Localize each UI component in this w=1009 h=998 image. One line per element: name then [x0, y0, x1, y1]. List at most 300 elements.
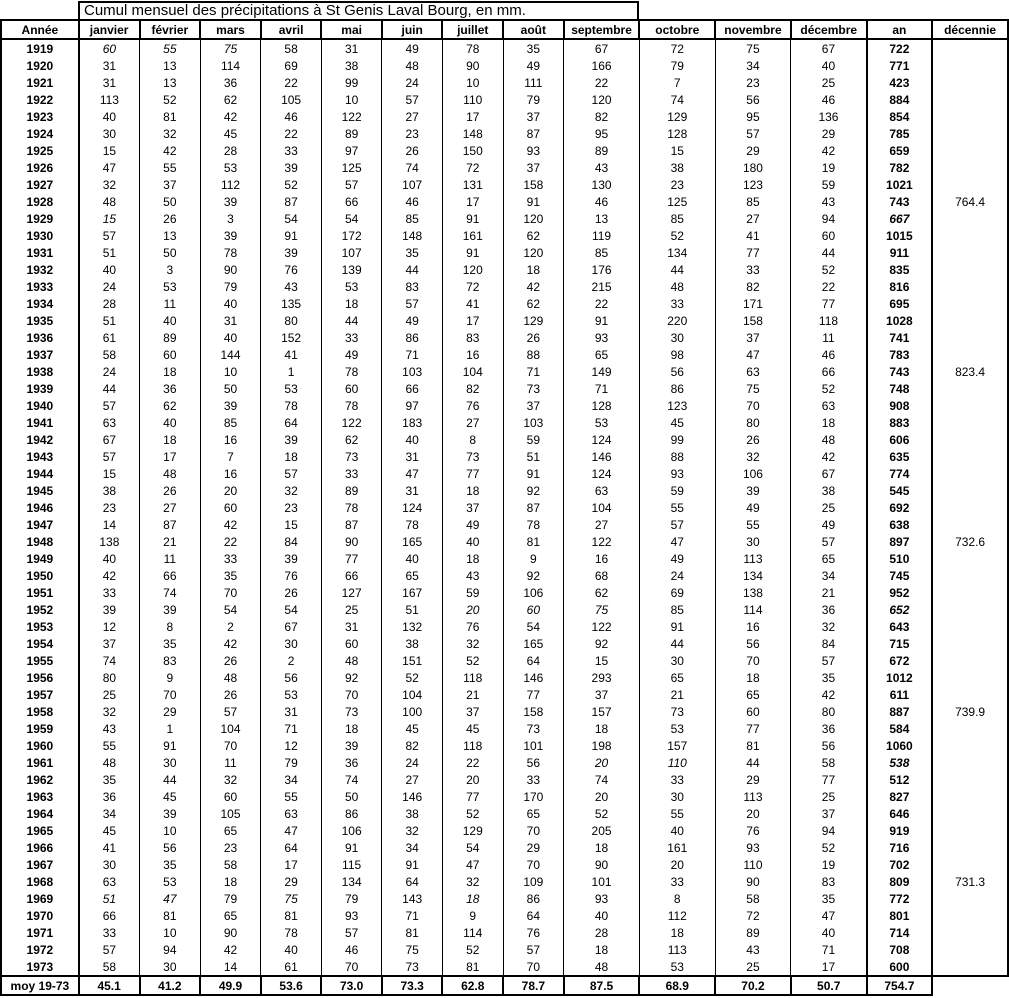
value-cell: 37	[503, 159, 564, 176]
value-cell: 52	[140, 91, 201, 108]
value-cell: 118	[791, 312, 867, 329]
annual-total-cell: 646	[867, 805, 933, 822]
value-cell: 17	[140, 448, 201, 465]
value-cell: 91	[503, 465, 564, 482]
table-row	[1, 907, 1008, 924]
value-cell: 30	[639, 652, 715, 669]
value-cell: 51	[79, 890, 140, 907]
value-cell: 91	[140, 737, 201, 754]
value-cell: 58	[261, 39, 322, 57]
value-cell: 65	[564, 346, 640, 363]
year-cell: 1955	[1, 652, 79, 669]
year-cell: 1937	[1, 346, 79, 363]
annual-total-cell: 584	[867, 720, 933, 737]
value-cell: 78	[442, 39, 503, 57]
value-cell: 52	[442, 805, 503, 822]
value-cell: 120	[503, 210, 564, 227]
value-cell: 74	[79, 652, 140, 669]
value-cell: 74	[140, 584, 201, 601]
decade-average-cell	[932, 312, 1008, 329]
value-cell: 76	[261, 567, 322, 584]
year-cell: 1936	[1, 329, 79, 346]
value-cell: 40	[140, 312, 201, 329]
table-row	[1, 397, 1008, 414]
value-cell: 183	[382, 414, 443, 431]
value-cell: 17	[442, 108, 503, 125]
value-cell: 42	[200, 635, 261, 652]
annual-total-cell: 741	[867, 329, 933, 346]
value-cell: 13	[140, 57, 201, 74]
value-cell: 15	[79, 465, 140, 482]
year-cell: 1970	[1, 907, 79, 924]
annual-total-cell: 952	[867, 584, 933, 601]
value-cell: 27	[442, 414, 503, 431]
value-cell: 14	[200, 958, 261, 976]
value-cell: 148	[442, 125, 503, 142]
value-cell: 70	[715, 397, 791, 414]
value-cell: 44	[79, 380, 140, 397]
decade-average-cell	[932, 771, 1008, 788]
value-cell: 82	[442, 380, 503, 397]
value-cell: 44	[791, 244, 867, 261]
value-cell: 29	[791, 125, 867, 142]
value-cell: 27	[382, 108, 443, 125]
value-cell: 29	[503, 839, 564, 856]
value-cell: 122	[321, 414, 382, 431]
year-cell: 1921	[1, 74, 79, 91]
average-value-cell: 68.9	[639, 976, 715, 995]
value-cell: 30	[261, 635, 322, 652]
value-cell: 23	[715, 74, 791, 91]
value-cell: 34	[382, 839, 443, 856]
value-cell: 19	[791, 856, 867, 873]
value-cell: 9	[140, 669, 201, 686]
value-cell: 73	[503, 380, 564, 397]
value-cell: 53	[140, 873, 201, 890]
table-row	[1, 210, 1008, 227]
value-cell: 41	[79, 839, 140, 856]
value-cell: 95	[564, 125, 640, 142]
value-cell: 31	[79, 74, 140, 91]
value-cell: 32	[200, 771, 261, 788]
decade-average-cell	[932, 635, 1008, 652]
value-cell: 76	[261, 261, 322, 278]
value-cell: 39	[715, 482, 791, 499]
value-cell: 134	[639, 244, 715, 261]
value-cell: 85	[639, 601, 715, 618]
value-cell: 123	[715, 176, 791, 193]
annual-total-cell: 1021	[867, 176, 933, 193]
decade-average-cell	[932, 941, 1008, 958]
annual-total-cell: 854	[867, 108, 933, 125]
value-cell: 42	[503, 278, 564, 295]
value-cell: 31	[382, 448, 443, 465]
table-row	[1, 635, 1008, 652]
value-cell: 76	[715, 822, 791, 839]
year-cell: 1965	[1, 822, 79, 839]
table-row	[1, 74, 1008, 91]
value-cell: 46	[791, 346, 867, 363]
value-cell: 55	[639, 499, 715, 516]
decade-average-cell	[932, 346, 1008, 363]
value-cell: 18	[715, 669, 791, 686]
value-cell: 37	[791, 805, 867, 822]
value-cell: 85	[382, 210, 443, 227]
value-cell: 30	[79, 125, 140, 142]
year-cell: 1956	[1, 669, 79, 686]
value-cell: 85	[715, 193, 791, 210]
value-cell: 49	[442, 516, 503, 533]
table-row	[1, 193, 1008, 210]
year-cell: 1960	[1, 737, 79, 754]
value-cell: 91	[564, 312, 640, 329]
value-cell: 161	[442, 227, 503, 244]
value-cell: 125	[321, 159, 382, 176]
value-cell: 32	[79, 176, 140, 193]
value-cell: 86	[382, 329, 443, 346]
value-cell: 28	[564, 924, 640, 941]
value-cell: 205	[564, 822, 640, 839]
value-cell: 81	[140, 907, 201, 924]
table-row	[1, 686, 1008, 703]
table-row	[1, 244, 1008, 261]
average-value-cell: 78.7	[503, 976, 564, 995]
year-cell: 1957	[1, 686, 79, 703]
value-cell: 79	[321, 890, 382, 907]
value-cell: 16	[715, 618, 791, 635]
value-cell: 15	[79, 210, 140, 227]
decade-average-cell	[932, 584, 1008, 601]
value-cell: 99	[321, 74, 382, 91]
decade-average-cell	[932, 244, 1008, 261]
value-cell: 21	[791, 584, 867, 601]
year-cell: 1958	[1, 703, 79, 720]
value-cell: 53	[261, 686, 322, 703]
table-row	[1, 924, 1008, 941]
value-cell: 11	[200, 754, 261, 771]
value-cell: 43	[261, 278, 322, 295]
annual-total-cell: 884	[867, 91, 933, 108]
decade-average-cell	[932, 499, 1008, 516]
annual-total-cell: 897	[867, 533, 933, 550]
sheet-title: Cumul mensuel des précipitations à St Genis Laval Bourg, en mm.	[78, 1, 639, 19]
value-cell: 57	[321, 924, 382, 941]
value-cell: 56	[639, 363, 715, 380]
value-cell: 130	[564, 176, 640, 193]
value-cell: 90	[321, 533, 382, 550]
average-value-cell: 754.7	[867, 976, 933, 995]
value-cell: 12	[261, 737, 322, 754]
value-cell: 48	[791, 431, 867, 448]
value-cell: 55	[639, 805, 715, 822]
annual-total-cell: 1015	[867, 227, 933, 244]
value-cell: 22	[200, 533, 261, 550]
value-cell: 87	[140, 516, 201, 533]
decade-average-cell	[932, 720, 1008, 737]
value-cell: 43	[564, 159, 640, 176]
value-cell: 82	[715, 278, 791, 295]
value-cell: 35	[200, 567, 261, 584]
value-cell: 39	[261, 550, 322, 567]
column-header: décembre	[791, 20, 867, 39]
value-cell: 59	[791, 176, 867, 193]
value-cell: 119	[564, 227, 640, 244]
value-cell: 93	[639, 465, 715, 482]
value-cell: 41	[261, 346, 322, 363]
value-cell: 89	[321, 482, 382, 499]
annual-total-cell: 816	[867, 278, 933, 295]
value-cell: 23	[382, 125, 443, 142]
value-cell: 94	[140, 941, 201, 958]
value-cell: 120	[564, 91, 640, 108]
value-cell: 18	[442, 482, 503, 499]
value-cell: 106	[321, 822, 382, 839]
value-cell: 57	[715, 125, 791, 142]
value-cell: 149	[564, 363, 640, 380]
value-cell: 26	[140, 482, 201, 499]
value-cell: 57	[79, 448, 140, 465]
value-cell: 40	[79, 550, 140, 567]
value-cell: 58	[715, 890, 791, 907]
value-cell: 8	[442, 431, 503, 448]
decade-average-cell	[932, 822, 1008, 839]
value-cell: 67	[791, 39, 867, 57]
value-cell: 68	[564, 567, 640, 584]
value-cell: 87	[503, 125, 564, 142]
value-cell: 26	[503, 329, 564, 346]
value-cell: 77	[442, 465, 503, 482]
value-cell: 19	[791, 159, 867, 176]
value-cell: 75	[715, 39, 791, 57]
table-row	[1, 312, 1008, 329]
decade-average-cell: 764.4	[932, 193, 1008, 210]
value-cell: 48	[382, 57, 443, 74]
value-cell: 26	[715, 431, 791, 448]
table-row	[1, 669, 1008, 686]
value-cell: 79	[261, 754, 322, 771]
value-cell: 37	[715, 329, 791, 346]
value-cell: 31	[79, 57, 140, 74]
value-cell: 66	[321, 193, 382, 210]
value-cell: 48	[639, 278, 715, 295]
value-cell: 111	[503, 74, 564, 91]
annual-total-cell: 782	[867, 159, 933, 176]
year-cell: 1949	[1, 550, 79, 567]
year-cell: 1931	[1, 244, 79, 261]
value-cell: 65	[200, 907, 261, 924]
value-cell: 113	[79, 91, 140, 108]
value-cell: 17	[442, 193, 503, 210]
annual-total-cell: 722	[867, 39, 933, 57]
year-cell: 1925	[1, 142, 79, 159]
value-cell: 104	[442, 363, 503, 380]
average-row	[1, 976, 1008, 995]
value-cell: 20	[442, 771, 503, 788]
value-cell: 92	[564, 635, 640, 652]
decade-average-cell	[932, 227, 1008, 244]
year-cell: 1943	[1, 448, 79, 465]
table-row	[1, 159, 1008, 176]
value-cell: 58	[791, 754, 867, 771]
value-cell: 14	[79, 516, 140, 533]
value-cell: 40	[564, 907, 640, 924]
value-cell: 120	[442, 261, 503, 278]
value-cell: 58	[79, 958, 140, 976]
table-row	[1, 822, 1008, 839]
value-cell: 33	[639, 295, 715, 312]
value-cell: 46	[261, 108, 322, 125]
value-cell: 55	[715, 516, 791, 533]
value-cell: 84	[261, 533, 322, 550]
value-cell: 13	[564, 210, 640, 227]
value-cell: 15	[79, 142, 140, 159]
value-cell: 59	[503, 431, 564, 448]
value-cell: 33	[639, 771, 715, 788]
value-cell: 56	[140, 839, 201, 856]
value-cell: 32	[261, 482, 322, 499]
value-cell: 63	[261, 805, 322, 822]
annual-total-cell: 883	[867, 414, 933, 431]
table-row	[1, 57, 1008, 74]
value-cell: 73	[321, 448, 382, 465]
year-cell: 1938	[1, 363, 79, 380]
value-cell: 47	[639, 533, 715, 550]
value-cell: 29	[715, 771, 791, 788]
value-cell: 60	[79, 39, 140, 57]
value-cell: 125	[639, 193, 715, 210]
value-cell: 35	[140, 635, 201, 652]
value-cell: 129	[639, 108, 715, 125]
value-cell: 1	[261, 363, 322, 380]
value-cell: 152	[261, 329, 322, 346]
value-cell: 77	[321, 550, 382, 567]
value-cell: 81	[382, 924, 443, 941]
value-cell: 73	[321, 703, 382, 720]
value-cell: 33	[503, 771, 564, 788]
value-cell: 47	[261, 822, 322, 839]
value-cell: 76	[442, 397, 503, 414]
annual-total-cell: 801	[867, 907, 933, 924]
value-cell: 24	[382, 74, 443, 91]
value-cell: 40	[79, 261, 140, 278]
value-cell: 56	[715, 91, 791, 108]
year-cell: 1929	[1, 210, 79, 227]
value-cell: 33	[715, 261, 791, 278]
value-cell: 17	[442, 312, 503, 329]
value-cell: 18	[140, 363, 201, 380]
value-cell: 24	[639, 567, 715, 584]
value-cell: 157	[639, 737, 715, 754]
value-cell: 62	[321, 431, 382, 448]
value-cell: 77	[442, 788, 503, 805]
value-cell: 9	[442, 907, 503, 924]
value-cell: 1	[140, 720, 201, 737]
value-cell: 44	[382, 261, 443, 278]
value-cell: 57	[503, 941, 564, 958]
value-cell: 220	[639, 312, 715, 329]
value-cell: 42	[200, 108, 261, 125]
value-cell: 58	[200, 856, 261, 873]
table-row	[1, 142, 1008, 159]
decade-average-cell	[932, 788, 1008, 805]
value-cell: 44	[639, 635, 715, 652]
value-cell: 104	[564, 499, 640, 516]
value-cell: 106	[503, 584, 564, 601]
decade-average-cell: 823.4	[932, 363, 1008, 380]
value-cell: 128	[564, 397, 640, 414]
value-cell: 20	[564, 754, 640, 771]
decade-average-cell	[932, 669, 1008, 686]
value-cell: 33	[79, 924, 140, 941]
value-cell: 52	[791, 380, 867, 397]
value-cell: 54	[442, 839, 503, 856]
table-row	[1, 550, 1008, 567]
decade-average-cell	[932, 686, 1008, 703]
value-cell: 42	[200, 941, 261, 958]
value-cell: 37	[442, 703, 503, 720]
annual-total-cell: 1012	[867, 669, 933, 686]
value-cell: 25	[791, 74, 867, 91]
value-cell: 74	[321, 771, 382, 788]
value-cell: 13	[140, 74, 201, 91]
value-cell: 31	[261, 703, 322, 720]
value-cell: 73	[503, 720, 564, 737]
value-cell: 45	[442, 720, 503, 737]
decade-average-cell	[932, 159, 1008, 176]
value-cell: 57	[321, 176, 382, 193]
value-cell: 118	[442, 737, 503, 754]
value-cell: 48	[140, 465, 201, 482]
year-cell: 1967	[1, 856, 79, 873]
value-cell: 39	[200, 227, 261, 244]
value-cell: 45	[79, 822, 140, 839]
value-cell: 40	[261, 941, 322, 958]
value-cell: 64	[503, 652, 564, 669]
value-cell: 3	[200, 210, 261, 227]
value-cell: 138	[715, 584, 791, 601]
value-cell: 66	[382, 380, 443, 397]
value-cell: 70	[140, 686, 201, 703]
decade-average-cell	[932, 278, 1008, 295]
value-cell: 60	[200, 499, 261, 516]
value-cell: 86	[321, 805, 382, 822]
value-cell: 23	[200, 839, 261, 856]
year-cell: 1926	[1, 159, 79, 176]
value-cell: 74	[564, 771, 640, 788]
annual-total-cell: 667	[867, 210, 933, 227]
value-cell: 48	[79, 754, 140, 771]
decade-average-cell	[932, 652, 1008, 669]
year-cell: 1920	[1, 57, 79, 74]
value-cell: 94	[791, 822, 867, 839]
value-cell: 176	[564, 261, 640, 278]
table-row	[1, 856, 1008, 873]
value-cell: 67	[261, 618, 322, 635]
value-cell: 63	[791, 397, 867, 414]
value-cell: 15	[261, 516, 322, 533]
value-cell: 72	[442, 278, 503, 295]
value-cell: 80	[261, 312, 322, 329]
value-cell: 73	[639, 703, 715, 720]
value-cell: 92	[321, 669, 382, 686]
value-cell: 122	[321, 108, 382, 125]
value-cell: 90	[200, 924, 261, 941]
value-cell: 42	[791, 142, 867, 159]
value-cell: 21	[639, 686, 715, 703]
value-cell: 31	[321, 618, 382, 635]
value-cell: 54	[261, 601, 322, 618]
value-cell: 20	[564, 788, 640, 805]
